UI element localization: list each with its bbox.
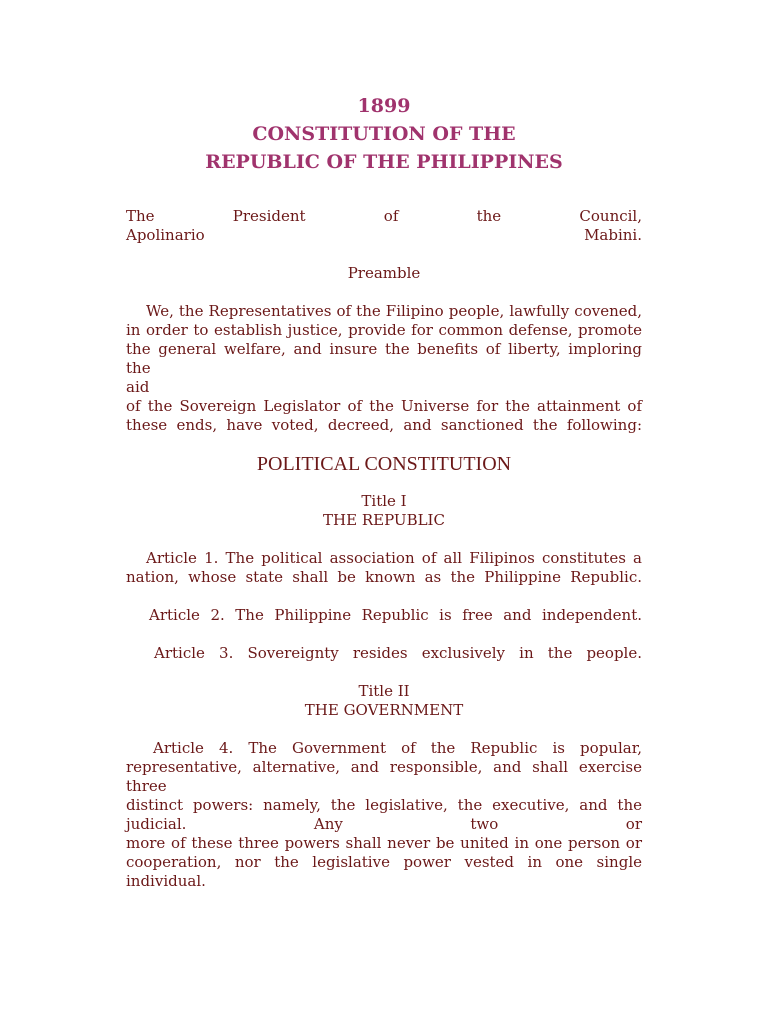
heading-line-1: CONSTITUTION OF THE [252, 123, 516, 145]
preamble-paragraph [126, 302, 642, 435]
preamble-line: aid [126, 378, 150, 396]
preamble-title: Preamble [347, 264, 421, 282]
preamble-line: the general welfare, and insure the benefits of liberty, imploring the [126, 340, 642, 377]
signatory-line-1: The President of the Council, [126, 207, 642, 225]
article-2: Article 2. The Philippine Republic is free and independent. [149, 606, 642, 624]
article-4-line: individual. [126, 872, 206, 890]
article-1-line: Article 1. The political association of all Filipinos constitutes a [146, 549, 642, 567]
article-4 [126, 739, 642, 891]
signatory-line-2: Apolinario Mabini. [126, 226, 642, 244]
preamble-line: of the Sovereign Legislator of the Universe for the attainment of [126, 397, 642, 415]
article-1 [126, 549, 642, 587]
article-1-line: nation, whose state shall be known as the Philippine Republic. [126, 568, 642, 586]
article-4-line: Article 4. The Government of the Republic is popular, [153, 739, 642, 757]
title-1-name: THE REPUBLIC [323, 511, 445, 529]
article-4-line: distinct powers: namely, the legislative, the executive, and the [126, 796, 642, 814]
heading-year: 1899 [357, 95, 411, 117]
article-4-line: representative, alternative, and responsible, and shall exercise three [126, 758, 642, 795]
title-1-label: Title I [361, 492, 407, 510]
section-title: POLITICAL CONSTITUTION [256, 453, 512, 475]
title-2-name: THE GOVERNMENT [304, 701, 464, 719]
preamble-line: these ends, have voted, decreed, and sanctioned the following: [126, 416, 642, 434]
preamble-line: We, the Representatives of the Filipino people, lawfully covened, [146, 302, 642, 320]
document-heading [126, 92, 642, 176]
preamble-line: in order to establish justice, provide for common defense, promote [126, 321, 642, 339]
title-2-label: Title II [358, 682, 410, 700]
article-4-line: judicial. Any two or [126, 815, 642, 833]
article-4-line: cooperation, nor the legislative power vested in one single [126, 853, 642, 871]
article-4-line: more of these three powers shall never be united in one person or [126, 834, 642, 852]
document-page [126, 92, 642, 891]
article-3: Article 3. Sovereignty resides exclusively in the people. [154, 644, 642, 662]
heading-line-2: REPUBLIC OF THE PHILIPPINES [205, 151, 563, 173]
